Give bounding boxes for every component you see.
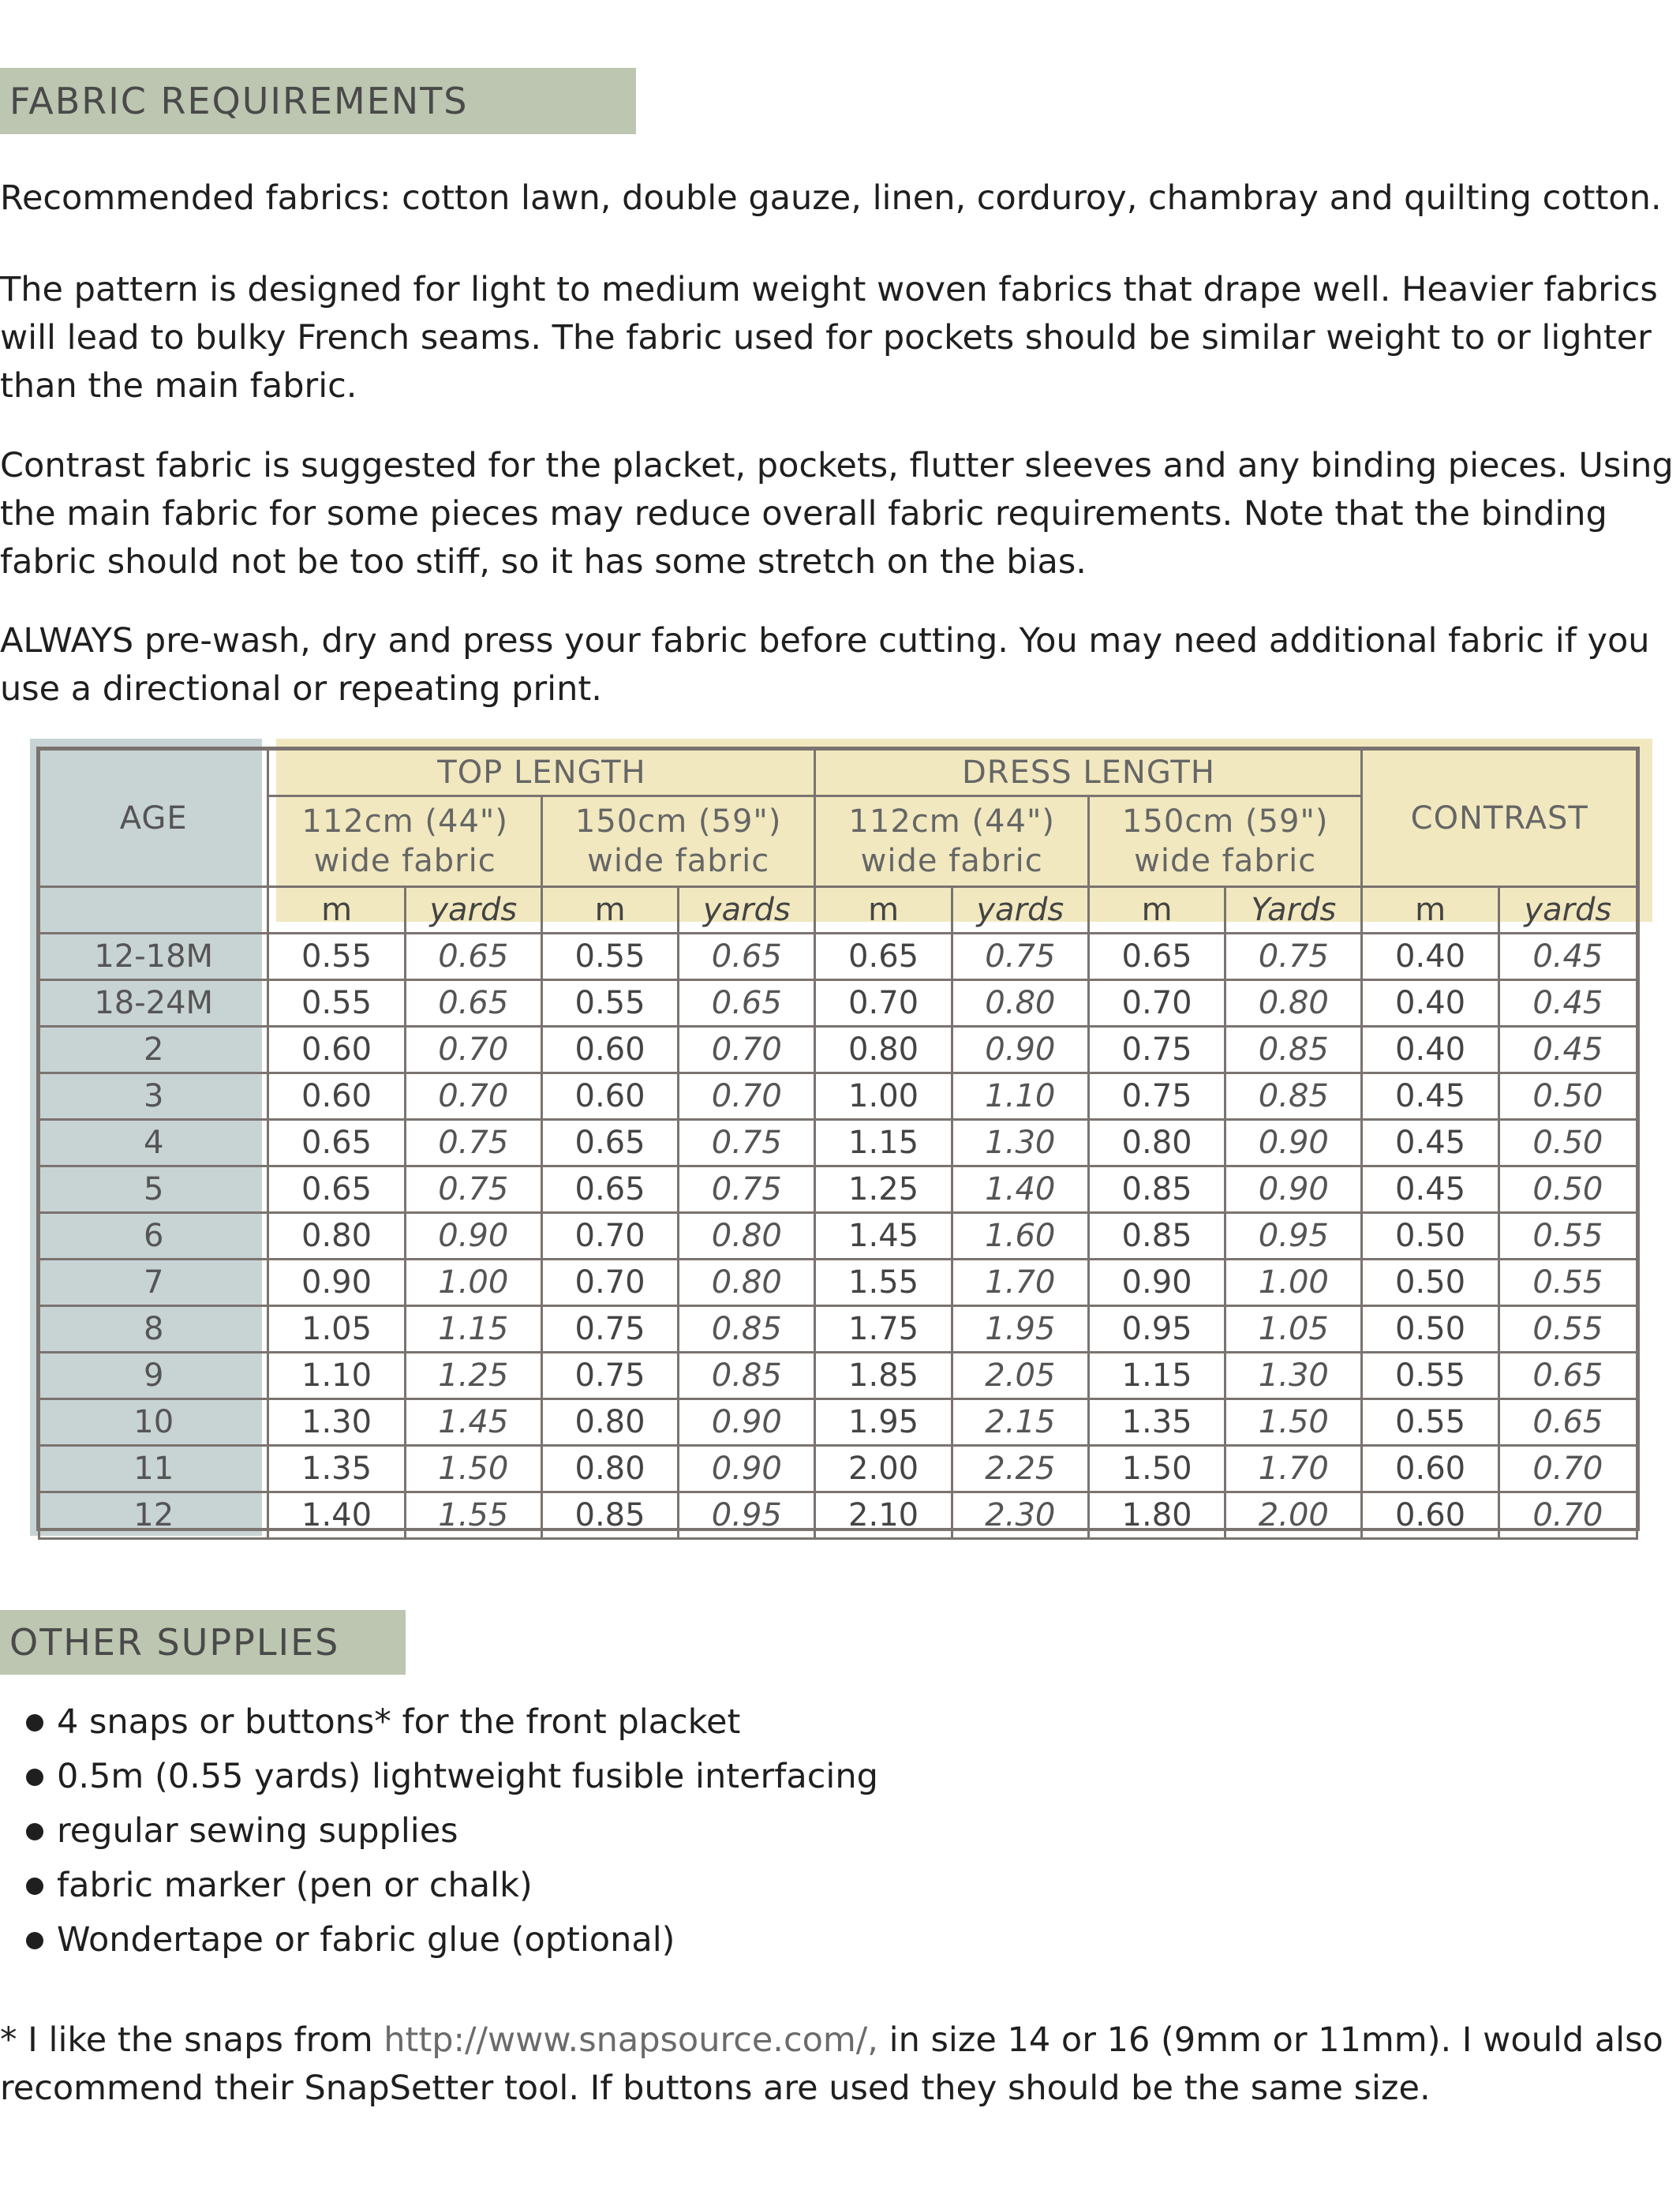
age-cell: 4 bbox=[39, 1120, 268, 1166]
meters-cell: 0.55 bbox=[268, 980, 405, 1027]
dress-150-header bbox=[1088, 796, 1362, 887]
meters-cell: 0.95 bbox=[1088, 1306, 1225, 1353]
yards-cell: 0.45 bbox=[1499, 934, 1637, 980]
meters-cell: 0.85 bbox=[1088, 1166, 1225, 1213]
meters-cell: 0.85 bbox=[1088, 1213, 1225, 1260]
yards-cell: 0.90 bbox=[405, 1213, 541, 1260]
meters-cell: 1.15 bbox=[815, 1120, 952, 1166]
unit-cell: m bbox=[541, 887, 678, 934]
yards-cell: 1.00 bbox=[1225, 1260, 1362, 1306]
top-112-header bbox=[268, 796, 542, 887]
meters-cell: 0.40 bbox=[1362, 934, 1499, 980]
table-row bbox=[39, 1213, 1637, 1260]
age-cell: 11 bbox=[39, 1446, 268, 1492]
yards-cell: 1.55 bbox=[405, 1492, 541, 1539]
meters-cell: 1.55 bbox=[815, 1260, 952, 1306]
table-row bbox=[39, 1027, 1637, 1073]
meters-cell: 0.80 bbox=[1088, 1120, 1225, 1166]
meters-cell: 1.10 bbox=[268, 1353, 405, 1399]
meters-cell: 0.60 bbox=[268, 1073, 405, 1120]
list-item: 0.5m (0.55 yards) lightweight fusible interfacing bbox=[0, 1750, 878, 1804]
age-cell: 5 bbox=[39, 1166, 268, 1213]
meters-cell: 0.75 bbox=[1088, 1027, 1225, 1073]
footnote-prefix: * I like the snaps from bbox=[0, 2020, 384, 2060]
yards-cell: 0.70 bbox=[405, 1027, 541, 1073]
other-supplies-header bbox=[0, 1610, 406, 1675]
meters-cell: 0.60 bbox=[268, 1027, 405, 1073]
table-row bbox=[39, 1492, 1637, 1539]
meters-cell: 0.45 bbox=[1362, 1120, 1499, 1166]
table-row bbox=[39, 1120, 1637, 1166]
yards-cell: 0.85 bbox=[679, 1306, 815, 1353]
unit-cell: m bbox=[815, 887, 952, 934]
age-cell: 18-24M bbox=[39, 980, 268, 1027]
meters-cell: 1.80 bbox=[1088, 1492, 1225, 1539]
dress-length-header: DRESS LENGTH bbox=[815, 750, 1362, 796]
meters-cell: 1.40 bbox=[268, 1492, 405, 1539]
fabric-requirements-header bbox=[0, 68, 636, 134]
meters-cell: 0.70 bbox=[541, 1213, 678, 1260]
meters-cell: 0.45 bbox=[1362, 1166, 1499, 1213]
yards-cell: 2.00 bbox=[1225, 1492, 1362, 1539]
top-112-wide-fabric: wide fabric bbox=[313, 843, 496, 879]
yards-cell: 2.05 bbox=[952, 1353, 1088, 1399]
yards-cell: 0.80 bbox=[1225, 980, 1362, 1027]
prewash-paragraph: ALWAYS pre-wash, dry and press your fabric before cutting. You may need additional fabric if you use a directional or repeating print. bbox=[0, 621, 1650, 709]
dress-112-wide-fabric: wide fabric bbox=[860, 843, 1043, 879]
meters-cell: 0.85 bbox=[541, 1492, 678, 1539]
yards-cell: 1.50 bbox=[1225, 1399, 1362, 1446]
yards-cell: 0.50 bbox=[1499, 1166, 1637, 1213]
fabric-requirements-table bbox=[38, 748, 1638, 1540]
meters-cell: 0.40 bbox=[1362, 1027, 1499, 1073]
yards-cell: 0.90 bbox=[952, 1027, 1088, 1073]
yards-cell: 0.65 bbox=[679, 934, 815, 980]
other-supplies-title: OTHER SUPPLIES bbox=[9, 1621, 340, 1664]
yards-cell: 0.45 bbox=[1499, 980, 1637, 1027]
yards-cell: 0.55 bbox=[1499, 1306, 1637, 1353]
unit-cell: Yards bbox=[1225, 887, 1362, 934]
yards-cell: 0.80 bbox=[952, 980, 1088, 1027]
snapsource-link[interactable]: http://www.snapsource.com/, bbox=[384, 2020, 878, 2060]
meters-cell: 0.75 bbox=[1088, 1073, 1225, 1120]
yards-cell: 0.90 bbox=[679, 1399, 815, 1446]
yards-cell: 1.00 bbox=[405, 1260, 541, 1306]
age-cell: 12-18M bbox=[39, 934, 268, 980]
yards-cell: 0.90 bbox=[679, 1446, 815, 1492]
yards-cell: 1.30 bbox=[952, 1120, 1088, 1166]
yards-cell: 0.70 bbox=[1499, 1446, 1637, 1492]
meters-cell: 0.65 bbox=[541, 1166, 678, 1213]
recommended-fabrics-paragraph: Recommended fabrics: cotton lawn, double gauze, linen, corduroy, chambray and quilting cotton. bbox=[0, 178, 1662, 218]
meters-cell: 1.50 bbox=[1088, 1446, 1225, 1492]
yards-cell: 0.75 bbox=[1225, 934, 1362, 980]
yards-cell: 1.60 bbox=[952, 1213, 1088, 1260]
yards-cell: 2.25 bbox=[952, 1446, 1088, 1492]
yards-cell: 0.90 bbox=[1225, 1166, 1362, 1213]
yards-cell: 1.95 bbox=[952, 1306, 1088, 1353]
meters-cell: 0.80 bbox=[541, 1446, 678, 1492]
top-length-header: TOP LENGTH bbox=[268, 750, 815, 796]
list-item: 4 snaps or buttons* for the front placket bbox=[0, 1695, 878, 1750]
meters-cell: 0.50 bbox=[1362, 1213, 1499, 1260]
yards-cell: 0.45 bbox=[1499, 1027, 1637, 1073]
top-150-wide-fabric: wide fabric bbox=[587, 843, 770, 879]
yards-cell: 0.70 bbox=[405, 1073, 541, 1120]
meters-cell: 0.60 bbox=[541, 1073, 678, 1120]
meters-cell: 0.55 bbox=[1362, 1353, 1499, 1399]
meters-cell: 0.75 bbox=[541, 1306, 678, 1353]
meters-cell: 0.80 bbox=[815, 1027, 952, 1073]
meters-cell: 0.70 bbox=[1088, 980, 1225, 1027]
age-cell: 9 bbox=[39, 1353, 268, 1399]
meters-cell: 1.25 bbox=[815, 1166, 952, 1213]
unit-cell: m bbox=[1088, 887, 1225, 934]
yards-cell: 0.55 bbox=[1499, 1260, 1637, 1306]
yards-cell: 0.65 bbox=[405, 934, 541, 980]
meters-cell: 1.00 bbox=[815, 1073, 952, 1120]
meters-cell: 1.05 bbox=[268, 1306, 405, 1353]
yards-cell: 1.40 bbox=[952, 1166, 1088, 1213]
meters-cell: 0.65 bbox=[815, 934, 952, 980]
table-row bbox=[39, 1073, 1637, 1120]
table-row bbox=[39, 1260, 1637, 1306]
top-150-header bbox=[541, 796, 815, 887]
meters-cell: 0.80 bbox=[541, 1399, 678, 1446]
yards-cell: 0.75 bbox=[405, 1166, 541, 1213]
yards-cell: 0.75 bbox=[679, 1120, 815, 1166]
list-item: Wondertape or fabric glue (optional) bbox=[0, 1913, 878, 1967]
unit-cell: yards bbox=[679, 887, 815, 934]
footnote-suffix: in size 14 or 16 (9mm or 11mm). I would also recommend their SnapSetter tool. If buttons are used they should be the same size. bbox=[0, 2020, 1663, 2108]
yards-cell: 0.65 bbox=[679, 980, 815, 1027]
meters-cell: 0.50 bbox=[1362, 1306, 1499, 1353]
yards-cell: 1.70 bbox=[952, 1260, 1088, 1306]
table-row bbox=[39, 1166, 1637, 1213]
yards-cell: 0.65 bbox=[1499, 1353, 1637, 1399]
contrast-fabric-paragraph: Contrast fabric is suggested for the placket, pockets, flutter sleeves and any binding pieces. Using the main fabric for some pieces may reduce overall fabric requirements. Note that the binding fabric should not be too stiff, so it has some stretch on the bias. bbox=[0, 446, 1674, 582]
yards-cell: 0.55 bbox=[1499, 1213, 1637, 1260]
yards-cell: 0.90 bbox=[1225, 1120, 1362, 1166]
age-cell: 8 bbox=[39, 1306, 268, 1353]
age-cell: 7 bbox=[39, 1260, 268, 1306]
age-cell: 3 bbox=[39, 1073, 268, 1120]
top-150-width: 150cm (59") bbox=[574, 803, 782, 840]
meters-cell: 0.55 bbox=[1362, 1399, 1499, 1446]
yards-cell: 1.10 bbox=[952, 1073, 1088, 1120]
meters-cell: 2.00 bbox=[815, 1446, 952, 1492]
unit-cell: m bbox=[268, 887, 405, 934]
dress-112-width: 112cm (44") bbox=[848, 803, 1055, 840]
yards-cell: 0.85 bbox=[1225, 1073, 1362, 1120]
yards-cell: 0.70 bbox=[679, 1027, 815, 1073]
supplies-list bbox=[0, 1695, 878, 1967]
age-header: AGE bbox=[39, 750, 268, 887]
meters-cell: 0.40 bbox=[1362, 980, 1499, 1027]
yards-cell: 0.95 bbox=[679, 1492, 815, 1539]
fabric-requirements-title: FABRIC REQUIREMENTS bbox=[9, 80, 469, 122]
yards-cell: 1.25 bbox=[405, 1353, 541, 1399]
unit-cell: yards bbox=[952, 887, 1088, 934]
meters-cell: 0.80 bbox=[268, 1213, 405, 1260]
meters-cell: 0.65 bbox=[541, 1120, 678, 1166]
list-item: fabric marker (pen or chalk) bbox=[0, 1859, 878, 1913]
meters-cell: 0.55 bbox=[268, 934, 405, 980]
table-row bbox=[39, 934, 1637, 980]
yards-cell: 0.70 bbox=[1499, 1492, 1637, 1539]
meters-cell: 0.70 bbox=[815, 980, 952, 1027]
meters-cell: 1.45 bbox=[815, 1213, 952, 1260]
unit-cell: yards bbox=[405, 887, 541, 934]
meters-cell: 0.70 bbox=[541, 1260, 678, 1306]
meters-cell: 0.55 bbox=[541, 980, 678, 1027]
yards-cell: 1.15 bbox=[405, 1306, 541, 1353]
fabric-weight-paragraph: The pattern is designed for light to medium weight woven fabrics that drape well. Heavier fabrics will lead to bulky French seams. The fabric used for pockets should be similar weight to or lighter than the main fabric. bbox=[0, 270, 1658, 406]
meters-cell: 0.65 bbox=[268, 1166, 405, 1213]
age-cell: 6 bbox=[39, 1213, 268, 1260]
age-unit-blank bbox=[39, 887, 268, 934]
yards-cell: 0.75 bbox=[679, 1166, 815, 1213]
meters-cell: 2.10 bbox=[815, 1492, 952, 1539]
yards-cell: 1.30 bbox=[1225, 1353, 1362, 1399]
age-cell: 10 bbox=[39, 1399, 268, 1446]
yards-cell: 0.80 bbox=[679, 1213, 815, 1260]
dress-150-width: 150cm (59") bbox=[1121, 803, 1329, 840]
meters-cell: 0.60 bbox=[1362, 1492, 1499, 1539]
meters-cell: 1.30 bbox=[268, 1399, 405, 1446]
meters-cell: 1.35 bbox=[1088, 1399, 1225, 1446]
yards-cell: 2.30 bbox=[952, 1492, 1088, 1539]
yards-cell: 0.80 bbox=[679, 1260, 815, 1306]
meters-cell: 1.85 bbox=[815, 1353, 952, 1399]
meters-cell: 0.60 bbox=[1362, 1446, 1499, 1492]
dress-112-header bbox=[815, 796, 1089, 887]
meters-cell: 1.35 bbox=[268, 1446, 405, 1492]
yards-cell: 1.45 bbox=[405, 1399, 541, 1446]
meters-cell: 0.90 bbox=[1088, 1260, 1225, 1306]
snaps-footnote bbox=[0, 2016, 1680, 2113]
contrast-header: CONTRAST bbox=[1362, 750, 1637, 887]
meters-cell: 0.50 bbox=[1362, 1260, 1499, 1306]
dress-150-wide-fabric: wide fabric bbox=[1134, 843, 1317, 879]
meters-cell: 0.65 bbox=[1088, 934, 1225, 980]
yards-cell: 1.70 bbox=[1225, 1446, 1362, 1492]
unit-cell: m bbox=[1362, 887, 1499, 934]
yards-cell: 0.85 bbox=[1225, 1027, 1362, 1073]
meters-cell: 0.75 bbox=[541, 1353, 678, 1399]
unit-cell: yards bbox=[1499, 887, 1637, 934]
yards-cell: 1.50 bbox=[405, 1446, 541, 1492]
meters-cell: 1.15 bbox=[1088, 1353, 1225, 1399]
yards-cell: 0.85 bbox=[679, 1353, 815, 1399]
table-row bbox=[39, 1446, 1637, 1492]
meters-cell: 0.60 bbox=[541, 1027, 678, 1073]
table-row bbox=[39, 1306, 1637, 1353]
list-item: regular sewing supplies bbox=[0, 1804, 878, 1859]
yards-cell: 0.75 bbox=[952, 934, 1088, 980]
yards-cell: 0.50 bbox=[1499, 1073, 1637, 1120]
table-row bbox=[39, 1399, 1637, 1446]
yards-cell: 0.65 bbox=[405, 980, 541, 1027]
yards-cell: 0.50 bbox=[1499, 1120, 1637, 1166]
meters-cell: 0.90 bbox=[268, 1260, 405, 1306]
age-cell: 12 bbox=[39, 1492, 268, 1539]
meters-cell: 0.45 bbox=[1362, 1073, 1499, 1120]
table-row bbox=[39, 980, 1637, 1027]
yards-cell: 0.95 bbox=[1225, 1213, 1362, 1260]
meters-cell: 0.55 bbox=[541, 934, 678, 980]
yards-cell: 0.75 bbox=[405, 1120, 541, 1166]
meters-cell: 0.65 bbox=[268, 1120, 405, 1166]
yards-cell: 2.15 bbox=[952, 1399, 1088, 1446]
yards-cell: 0.65 bbox=[1499, 1399, 1637, 1446]
meters-cell: 1.75 bbox=[815, 1306, 952, 1353]
yards-cell: 1.05 bbox=[1225, 1306, 1362, 1353]
table-row bbox=[39, 1353, 1637, 1399]
meters-cell: 1.95 bbox=[815, 1399, 952, 1446]
yards-cell: 0.70 bbox=[679, 1073, 815, 1120]
top-112-width: 112cm (44") bbox=[301, 803, 508, 840]
age-cell: 2 bbox=[39, 1027, 268, 1073]
